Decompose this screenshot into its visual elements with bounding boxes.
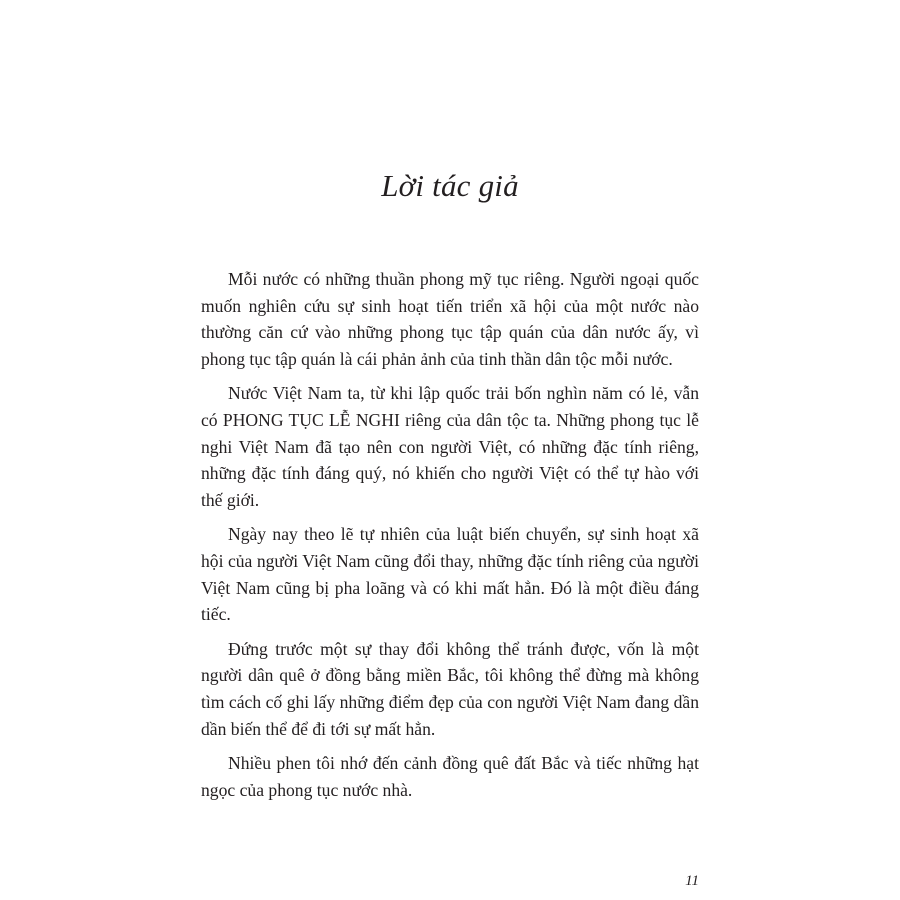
page-title: Lời tác giả (381, 168, 519, 203)
paragraph-2: Nước Việt Nam ta, từ khi lập quốc trải bốn nghìn năm có lẻ, vẫn có PHONG TỤC LỄ NGHI riêng của dân tộc ta. Những phong tục lễ nghi Việt Nam đã tạo nên con người Việt, có những đặc tính riêng, những đặc tính đáng quý, nó khiến cho người Việt có thể tự hào với thế giới. (201, 383, 699, 510)
body-text (201, 266, 699, 811)
paragraph-4: Đứng trước một sự thay đổi không thể tránh được, vốn là một người dân quê ở đồng bằng miền Bắc, tôi không thể đừng mà không tìm cách cố ghi lấy những điểm đẹp của con người Việt Nam đang dần dần biến thể để đi tới sự mất hẳn. (201, 638, 699, 739)
paragraph-5: Nhiều phen tôi nhớ đến cảnh đồng quê đất Bắc và tiếc những hạt ngọc của phong tục nước nhà. (201, 753, 699, 800)
paragraph-1: Mỗi nước có những thuần phong mỹ tục riêng. Người ngoại quốc muốn nghiên cứu sự sinh hoạt tiến triển xã hội của một nước nào thường căn cứ vào những phong tục tập quán của dân nước ấy, vì phong tục tập quán là cái phản ảnh của tinh thần dân tộc mỗi nước. (201, 269, 699, 369)
page-number: 11 (685, 873, 699, 889)
paragraph-3: Ngày nay theo lẽ tự nhiên của luật biến chuyển, sự sinh hoạt xã hội của người Việt Nam cũng đổi thay, những đặc tính riêng của người Việt Nam cũng bị pha loãng và có khi mất hẳn. Đó là một điều đáng tiếc. (201, 524, 699, 625)
